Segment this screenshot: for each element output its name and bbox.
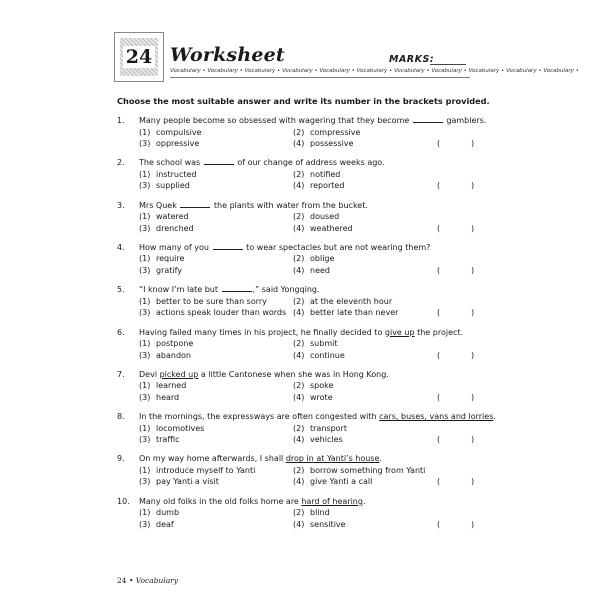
question-text-segment: On my way home afterwards, I shall bbox=[139, 454, 286, 464]
question-text-segment: “I know I’m late but bbox=[139, 285, 221, 295]
answer-option[interactable] bbox=[293, 338, 337, 349]
option-number: (1) bbox=[139, 381, 151, 391]
option-label: abandon bbox=[156, 350, 191, 360]
option-label: watered bbox=[156, 212, 189, 222]
header-divider bbox=[170, 77, 470, 78]
option-number: (2) bbox=[293, 169, 305, 179]
option-number: (1) bbox=[139, 508, 151, 518]
option-label: compressive bbox=[310, 127, 361, 137]
question-text bbox=[139, 115, 486, 126]
answer-bracket-close[interactable]: ) bbox=[471, 477, 475, 487]
option-label: oblige bbox=[310, 254, 335, 264]
option-number: (2) bbox=[293, 339, 305, 348]
option-label: better late than never bbox=[310, 308, 399, 318]
option-label: continue bbox=[310, 350, 345, 360]
option-number: (3) bbox=[139, 139, 151, 148]
question-text-segment: the plants with water from the bucket. bbox=[211, 200, 368, 210]
option-number: (1) bbox=[139, 169, 151, 179]
option-number: (4) bbox=[293, 223, 305, 233]
answer-option[interactable] bbox=[293, 423, 347, 434]
answer-option[interactable] bbox=[139, 169, 197, 180]
option-label: weathered bbox=[310, 223, 353, 233]
answer-option[interactable] bbox=[139, 211, 189, 222]
answer-blank[interactable] bbox=[213, 242, 243, 250]
option-label: actions speak louder than words bbox=[156, 308, 287, 318]
answer-bracket-close[interactable]: ) bbox=[471, 392, 475, 402]
question-text-segment: to wear spectacles but are not wearing them? bbox=[243, 242, 431, 252]
answer-bracket-close[interactable]: ) bbox=[471, 139, 475, 148]
option-number: (2) bbox=[293, 508, 305, 518]
option-number: (3) bbox=[139, 435, 151, 445]
worksheet-title: Worksheet bbox=[170, 44, 285, 66]
question-text-segment: the project. bbox=[414, 327, 464, 337]
option-number: (3) bbox=[139, 519, 151, 529]
option-number: (2) bbox=[293, 465, 305, 475]
footer-page-number: 24 bbox=[117, 576, 127, 585]
answer-option[interactable] bbox=[139, 307, 286, 318]
answer-option[interactable] bbox=[139, 296, 267, 307]
question-text bbox=[139, 411, 496, 422]
answer-option[interactable] bbox=[139, 465, 255, 476]
question-number: 3. bbox=[117, 200, 125, 210]
question-text bbox=[139, 453, 382, 464]
option-number: (4) bbox=[293, 477, 305, 487]
answer-bracket-close[interactable]: ) bbox=[471, 435, 475, 445]
option-number: (1) bbox=[139, 212, 151, 222]
answer-option[interactable] bbox=[139, 507, 179, 518]
question-text bbox=[139, 327, 463, 338]
option-label: vehicles bbox=[310, 435, 343, 445]
option-number: (4) bbox=[293, 308, 305, 318]
option-number: (2) bbox=[293, 212, 305, 222]
answer-option[interactable] bbox=[293, 307, 398, 318]
answer-option[interactable] bbox=[293, 465, 425, 476]
question-text-segment: . bbox=[379, 454, 382, 464]
answer-option[interactable] bbox=[293, 180, 344, 191]
answer-option[interactable] bbox=[293, 519, 346, 530]
answer-bracket-close[interactable]: ) bbox=[471, 181, 475, 191]
answer-option[interactable] bbox=[139, 127, 202, 138]
answer-option[interactable] bbox=[139, 434, 179, 445]
answer-option[interactable] bbox=[293, 476, 372, 487]
option-label: oppressive bbox=[156, 139, 200, 148]
answer-bracket-close[interactable]: ) bbox=[471, 265, 475, 275]
question-text-segment: of our change of address weeks ago. bbox=[234, 158, 385, 168]
question-text-segment: a little Cantonese when she was in Hong Kong. bbox=[198, 369, 389, 379]
answer-blank[interactable] bbox=[180, 200, 210, 208]
answer-option[interactable] bbox=[293, 138, 353, 149]
option-label: doused bbox=[310, 212, 340, 222]
answer-option[interactable] bbox=[139, 392, 179, 403]
answer-bracket-open[interactable]: ( bbox=[437, 223, 441, 233]
answer-option[interactable] bbox=[139, 180, 190, 191]
option-number: (3) bbox=[139, 392, 151, 402]
footer-section: Vocabulary bbox=[135, 576, 179, 585]
answer-option[interactable] bbox=[293, 380, 333, 391]
option-number: (4) bbox=[293, 139, 305, 148]
option-label: dumb bbox=[156, 508, 180, 518]
question-number: 8. bbox=[117, 412, 125, 422]
answer-option[interactable] bbox=[139, 350, 191, 361]
answer-option[interactable] bbox=[293, 265, 330, 276]
answer-option[interactable] bbox=[293, 253, 334, 264]
option-label: postpone bbox=[156, 339, 194, 348]
answer-option[interactable] bbox=[293, 392, 333, 403]
answer-option[interactable] bbox=[139, 380, 186, 391]
vocabulary-strip: Vocabulary • Vocabulary • Vocabulary • Vocabulary • Vocabulary • Vocabulary • Vocabulary • Vocabulary • Vocabulary • Vocabulary • Vocabulary • bbox=[170, 68, 579, 74]
answer-option[interactable] bbox=[293, 211, 339, 222]
option-label: spoke bbox=[310, 381, 334, 391]
question-text-segment: How many of you bbox=[139, 242, 212, 252]
option-label: gratify bbox=[156, 265, 183, 275]
answer-option[interactable] bbox=[139, 476, 219, 487]
page-footer bbox=[117, 576, 178, 585]
answer-bracket-close[interactable]: ) bbox=[471, 223, 475, 233]
option-number: (4) bbox=[293, 435, 305, 445]
option-number: (4) bbox=[293, 265, 305, 275]
option-label: borrow something from Yanti bbox=[310, 465, 426, 475]
question-text bbox=[139, 200, 368, 211]
option-number: (1) bbox=[139, 127, 151, 137]
option-label: possessive bbox=[310, 139, 354, 148]
option-number: (3) bbox=[139, 350, 151, 360]
answer-bracket-open[interactable]: ( bbox=[437, 139, 441, 148]
footer-bullet: • bbox=[128, 576, 134, 585]
option-number: (2) bbox=[293, 423, 305, 433]
question-text-segment: . bbox=[362, 496, 366, 506]
question-text-segment: Devi bbox=[139, 369, 160, 379]
answer-option[interactable] bbox=[139, 138, 199, 149]
answer-option[interactable] bbox=[293, 223, 353, 234]
option-label: pay Yanti a visit bbox=[156, 477, 219, 487]
underlined-phrase: drop in at Yanti’s house bbox=[285, 454, 380, 464]
instruction-text: Choose the most suitable answer and write its number in the brackets provided. bbox=[117, 96, 490, 106]
answer-option[interactable] bbox=[293, 169, 340, 180]
option-label: reported bbox=[310, 181, 345, 191]
underlined-phrase: hard of hearing bbox=[301, 496, 363, 506]
option-label: at the eleventh hour bbox=[310, 296, 393, 306]
question-text-segment: Many old folks in the old folks home are bbox=[139, 496, 302, 506]
option-number: (2) bbox=[293, 296, 305, 306]
option-label: traffic bbox=[156, 435, 180, 445]
question-text-segment: ,” said Yongqing. bbox=[252, 285, 320, 295]
question-text bbox=[139, 284, 320, 295]
answer-option[interactable] bbox=[139, 265, 182, 276]
answer-option[interactable] bbox=[139, 423, 204, 434]
answer-bracket-close[interactable]: ) bbox=[471, 519, 475, 529]
option-number: (3) bbox=[139, 477, 151, 487]
option-label: transport bbox=[310, 423, 347, 433]
option-label: supplied bbox=[156, 181, 190, 191]
question-text bbox=[139, 496, 366, 507]
answer-blank[interactable] bbox=[413, 115, 443, 123]
option-label: drenched bbox=[156, 223, 194, 233]
answer-option[interactable] bbox=[139, 338, 193, 349]
answer-option[interactable] bbox=[139, 253, 184, 264]
question-number: 2. bbox=[117, 158, 125, 168]
option-number: (2) bbox=[293, 381, 305, 391]
option-label: sensitive bbox=[310, 519, 346, 529]
option-label: better to be sure than sorry bbox=[156, 296, 267, 306]
option-label: require bbox=[156, 254, 185, 264]
option-number: (1) bbox=[139, 296, 151, 306]
option-number: (2) bbox=[293, 254, 305, 264]
option-number: (1) bbox=[139, 254, 151, 264]
question-number: 7. bbox=[117, 369, 125, 379]
answer-option[interactable] bbox=[139, 223, 194, 234]
question-text-segment: The school was bbox=[139, 158, 203, 168]
option-label: need bbox=[310, 265, 330, 275]
answer-option[interactable] bbox=[293, 127, 360, 138]
option-number: (1) bbox=[139, 465, 151, 475]
option-label: blind bbox=[310, 508, 330, 518]
answer-bracket-open[interactable]: ( bbox=[437, 477, 441, 487]
option-label: wrote bbox=[310, 392, 333, 402]
question-number: 4. bbox=[117, 242, 125, 252]
answer-bracket-open[interactable]: ( bbox=[437, 308, 441, 318]
question-text-segment: gamblers. bbox=[443, 116, 487, 125]
answer-option[interactable] bbox=[293, 507, 330, 518]
underlined-phrase: cars, buses, vans and lorries bbox=[379, 412, 494, 422]
option-label: compulsive bbox=[156, 127, 202, 137]
question-text-segment: Mrs Quek bbox=[139, 200, 180, 210]
underlined-phrase: picked up bbox=[159, 369, 199, 379]
answer-option[interactable] bbox=[293, 434, 343, 445]
answer-bracket-close[interactable]: ) bbox=[471, 350, 475, 360]
question-number: 9. bbox=[117, 454, 125, 464]
option-label: heard bbox=[156, 392, 180, 402]
option-number: (3) bbox=[139, 308, 151, 318]
worksheet-number-badge bbox=[114, 32, 164, 82]
answer-bracket-open[interactable]: ( bbox=[437, 435, 441, 445]
question-text bbox=[139, 242, 430, 253]
question-text-segment: Having failed many times in his project, he finally decided to bbox=[139, 327, 385, 337]
option-label: give Yanti a call bbox=[310, 477, 373, 487]
answer-option[interactable] bbox=[139, 519, 174, 530]
answer-blank[interactable] bbox=[204, 157, 234, 165]
answer-bracket-open[interactable]: ( bbox=[437, 350, 441, 360]
underlined-phrase: give up bbox=[384, 327, 415, 337]
option-label: notified bbox=[310, 169, 341, 179]
worksheet-number: 24 bbox=[123, 46, 155, 68]
option-number: (1) bbox=[139, 339, 151, 348]
option-label: locomotives bbox=[156, 423, 205, 433]
answer-bracket-close[interactable]: ) bbox=[471, 308, 475, 318]
option-label: deaf bbox=[156, 519, 174, 529]
option-number: (3) bbox=[139, 265, 151, 275]
option-number: (3) bbox=[139, 223, 151, 233]
question-text bbox=[139, 369, 389, 380]
option-number: (4) bbox=[293, 519, 305, 529]
option-number: (4) bbox=[293, 350, 305, 360]
question-number: 1. bbox=[117, 116, 125, 125]
answer-option[interactable] bbox=[293, 350, 345, 361]
marks-answer-line[interactable] bbox=[430, 64, 466, 65]
option-number: (2) bbox=[293, 127, 305, 137]
question-number: 5. bbox=[117, 285, 125, 295]
question-number: 10. bbox=[117, 496, 130, 506]
question-text-segment: . bbox=[493, 412, 496, 422]
option-number: (4) bbox=[293, 392, 305, 402]
question-number: 6. bbox=[117, 327, 125, 337]
option-label: instructed bbox=[156, 169, 197, 179]
answer-bracket-open[interactable]: ( bbox=[437, 519, 441, 529]
option-label: learned bbox=[156, 381, 187, 391]
marks-label: MARKS: bbox=[389, 54, 435, 65]
question-text-segment: Many people become so obsessed with wagering that they become bbox=[139, 116, 412, 125]
answer-bracket-open[interactable]: ( bbox=[437, 181, 441, 191]
question-text-segment: In the mornings, the expressways are often congested with bbox=[139, 412, 380, 422]
answer-bracket-open[interactable]: ( bbox=[437, 392, 441, 402]
option-number: (3) bbox=[139, 181, 151, 191]
answer-bracket-open[interactable]: ( bbox=[437, 265, 441, 275]
answer-blank[interactable] bbox=[222, 284, 252, 292]
option-number: (1) bbox=[139, 423, 151, 433]
option-label: introduce myself to Yanti bbox=[156, 465, 256, 475]
option-label: submit bbox=[310, 339, 338, 348]
answer-option[interactable] bbox=[293, 296, 392, 307]
question-text bbox=[139, 157, 385, 168]
option-number: (4) bbox=[293, 181, 305, 191]
